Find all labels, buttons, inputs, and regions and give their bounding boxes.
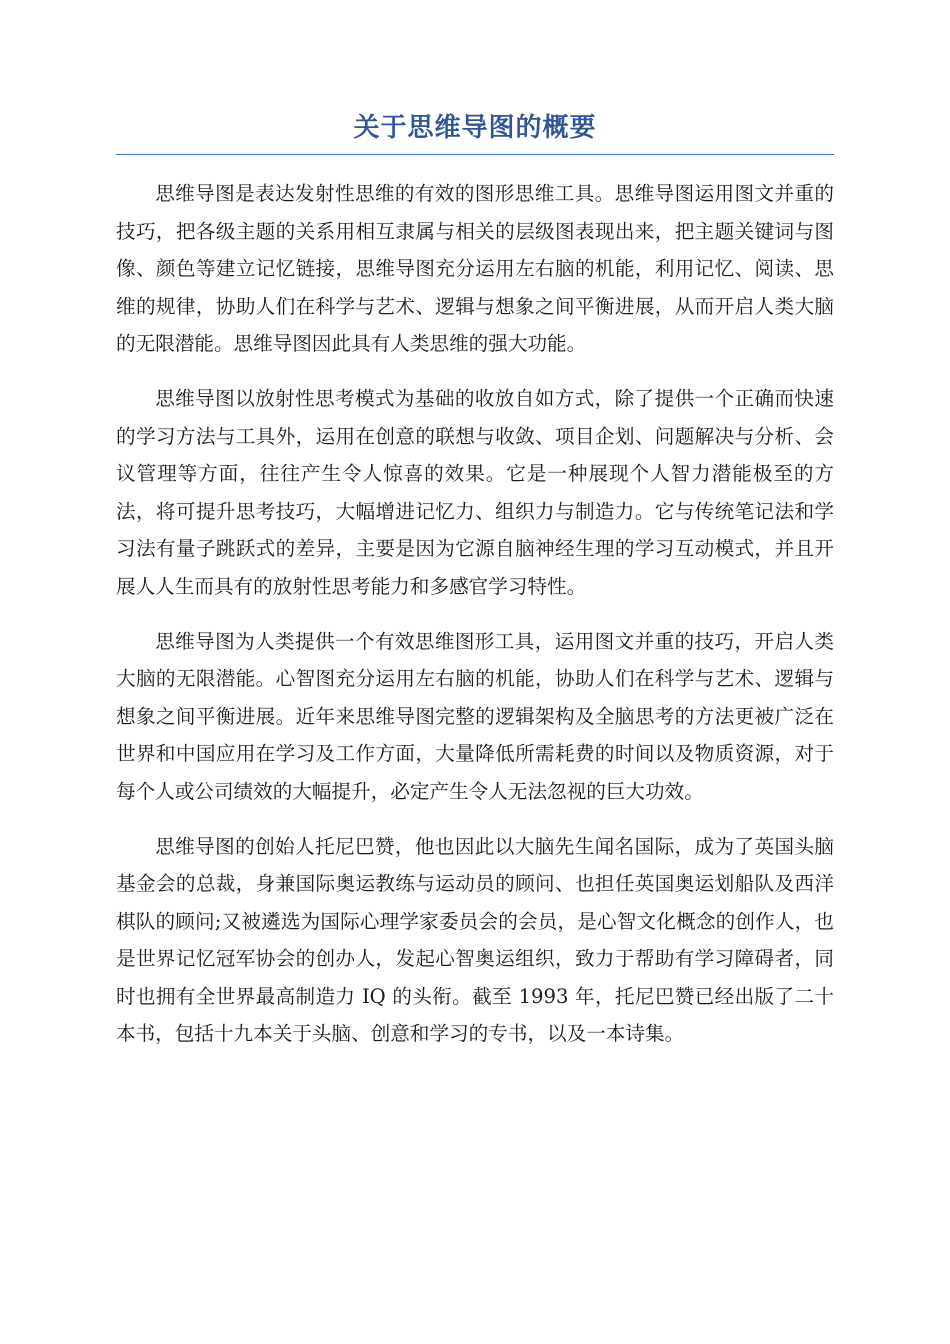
- paragraph-1: 思维导图是表达发射性思维的有效的图形思维工具。思维导图运用图文并重的技巧，把各级主题的关系用相互隶属与相关的层级图表现出来，把主题关键词与图像、颜色等建立记忆链接，思维导图充分运用左右脑的机能，利用记忆、阅读、思维的规律，协助人们在科学与艺术、逻辑与想象之间平衡进展，从而开启人类大脑的无限潜能。思维导图因此具有人类思维的强大功能。: [116, 182, 834, 356]
- paragraph-2: 思维导图以放射性思考模式为基础的收放自如方式，除了提供一个正确而快速的学习方法与工具外，运用在创意的联想与收敛、项目企划、问题解决与分析、会议管理等方面，往往产生令人惊喜的效果。它是一种展现个人智力潜能极至的方法，将可提升思考技巧，大幅增进记忆力、组织力与制造力。它与传统笔记法和学习法有量子跳跃式的差异，主要是因为它源自脑神经生理的学习互动模式，并且开展人人生而具有的放射性思考能力和多感官学习特性。: [116, 386, 834, 598]
- document-page: [116, 106, 834, 1070]
- paragraph-4: 思维导图的创始人托尼巴赞，他也因此以大脑先生闻名国际，成为了英国头脑基金会的总裁，身兼国际奥运教练与运动员的顾问、也担任英国奥运划船队及西洋棋队的顾问;又被遴选为国际心理学家委员会的会员，是心智文化概念的创作人，也是世界记忆冠军协会的创办人，发起心智奥运组织，致力于帮助有学习障碍者，同时也拥有全世界最高制造力 IQ 的头衔。截至 1993 年，托尼巴赞已经出版了二十本书，包括十九本关于头脑、创意和学习的专书，以及一本诗集。: [116, 834, 834, 1046]
- title-divider: [116, 154, 834, 155]
- paragraph-3: 思维导图为人类提供一个有效思维图形工具，运用图文并重的技巧，开启人类大脑的无限潜能。心智图充分运用左右脑的机能，协助人们在科学与艺术、逻辑与想象之间平衡进展。近年来思维导图完整的逻辑架构及全脑思考的方法更被广泛在世界和中国应用在学习及工作方面，大量降低所需耗费的时间以及物质资源，对于每个人或公司绩效的大幅提升，必定产生令人无法忽视的巨大功效。: [116, 629, 834, 803]
- document-title: 关于思维导图的概要: [353, 113, 597, 143]
